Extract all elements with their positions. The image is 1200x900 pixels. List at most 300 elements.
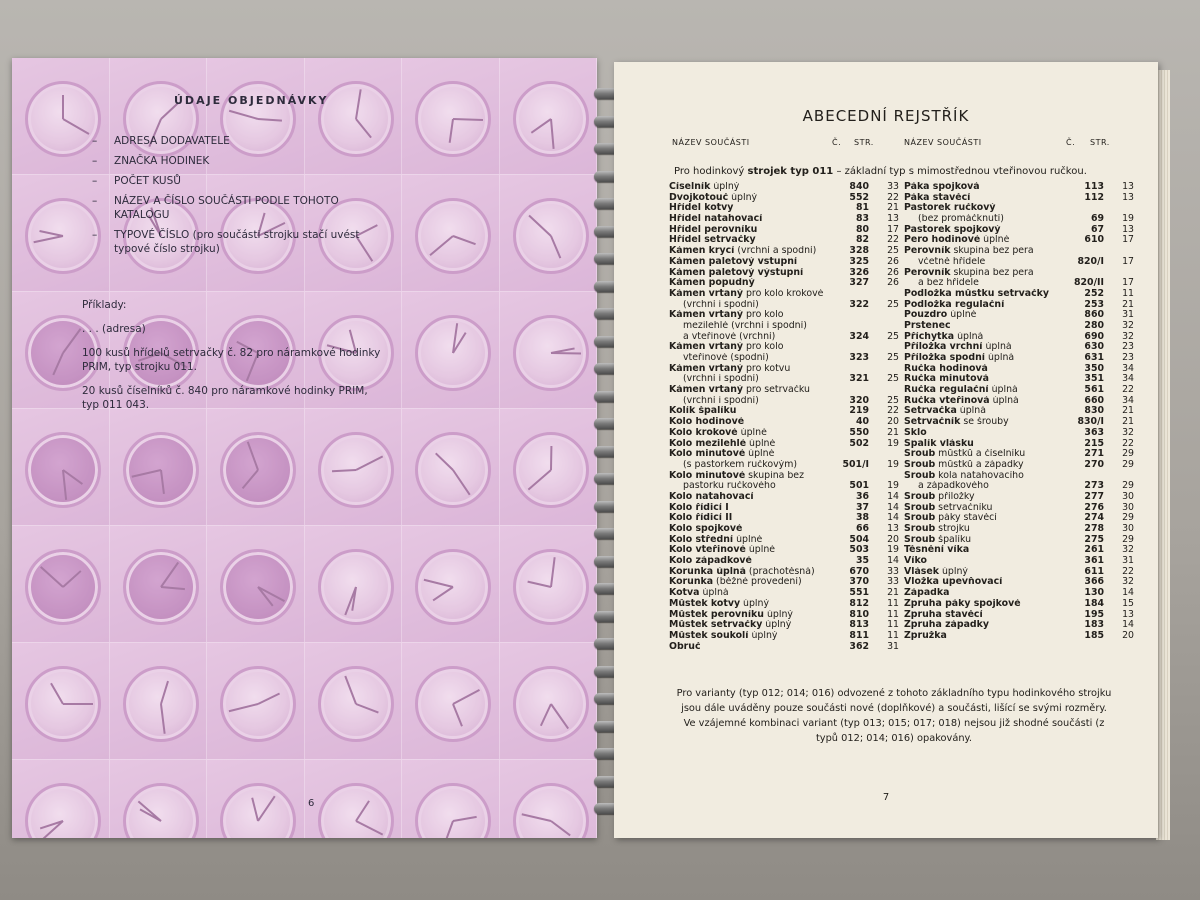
index-entry-part-number: 830/I <box>1077 416 1104 428</box>
index-entry-name <box>669 289 829 300</box>
index-entry-part-number: 326 <box>849 266 869 278</box>
page-number-right: 7 <box>882 792 890 803</box>
index-entry-name <box>904 545 1064 556</box>
index-entry-name <box>904 417 1064 428</box>
index-entry-name-bold: Víko <box>904 556 927 567</box>
index-entry-name <box>904 439 1064 450</box>
index-entry-name <box>904 631 1064 642</box>
page-stack-edge <box>1156 70 1170 840</box>
index-entry-part-number: 83 <box>855 213 869 225</box>
index-entry-name-bold: Pastorek spojkový <box>904 224 1001 235</box>
index-entry-name-bold: Kolo řídicí I <box>669 502 729 513</box>
index-entry-page: 29 <box>1122 480 1134 492</box>
index-entry-name-bold: Podložka můstku setrvačky <box>904 288 1050 299</box>
index-entry <box>904 235 1134 246</box>
index-entry-name <box>904 300 1064 311</box>
index-entry-name-bold: Západka <box>904 588 950 599</box>
index-entry <box>669 310 899 321</box>
index-entry-page: 34 <box>1122 373 1134 385</box>
index-entry-page: 14 <box>887 501 899 513</box>
index-entry-name-plain: úplný <box>762 620 792 631</box>
index-entry-name <box>669 225 829 236</box>
index-entry <box>904 599 1134 610</box>
index-entry-page: 13 <box>887 523 899 534</box>
order-item <box>92 174 392 188</box>
index-entry-page: 20 <box>1122 629 1134 641</box>
index-entry-page: 14 <box>887 555 899 567</box>
index-entry-name-bold: Zpruha stavěcí <box>904 609 983 620</box>
index-entry-part-number: 631 <box>1084 352 1104 363</box>
index-entry-name <box>669 246 829 257</box>
index-entry-name-plain: se šrouby <box>960 417 1009 428</box>
index-entry-name-bold: Ručka regulační <box>904 385 989 396</box>
index-entry-name-plain: úplný <box>938 566 968 577</box>
index-entry-part-number: 501/I <box>842 458 869 470</box>
index-entry-name <box>904 406 1064 417</box>
index-entry <box>669 278 899 289</box>
intro-prefix: Pro hodinkový <box>674 166 745 177</box>
index-entry-name <box>669 577 829 588</box>
index-entry-name-plain: úplná <box>956 406 986 417</box>
index-entry <box>904 289 1134 300</box>
index-entry-page: 17 <box>887 223 899 235</box>
index-entry-name-plain: včetně hřídele <box>918 256 986 267</box>
index-entry-name-plain: úplné <box>746 438 776 449</box>
index-entry-page: 13 <box>1122 181 1134 192</box>
index-entry-name <box>669 353 829 364</box>
index-entry-name-plain: (vrchní i spodní) <box>683 374 759 385</box>
index-entry-page: 14 <box>887 512 899 524</box>
index-entry-part-number: 69 <box>1090 213 1104 225</box>
index-entry-name-bold: Kolo řídicí II <box>669 513 733 524</box>
index-entry-page: 20 <box>887 533 899 545</box>
index-entry-name-bold: Páka spojková <box>904 182 980 192</box>
index-entry-name <box>904 503 1064 514</box>
index-entry-name-plain: a bez hřídele <box>918 278 979 289</box>
index-entry-page: 26 <box>887 255 899 267</box>
index-entry-name-bold: Ručka hodinová <box>904 363 988 374</box>
index-entry-name <box>669 610 829 621</box>
index-entry-part-number: 502 <box>849 437 869 449</box>
index-entry-name <box>904 374 1064 385</box>
index-entry-part-number: 183 <box>1084 619 1104 631</box>
index-entry-page: 25 <box>887 394 899 406</box>
index-entry-name <box>669 492 829 503</box>
index-entry-page: 13 <box>1122 608 1134 620</box>
index-entry-name-plain: příložky <box>935 491 975 502</box>
index-entry-name-plain: úplné <box>980 235 1010 246</box>
order-item <box>92 154 392 168</box>
index-entry-name-bold: Kámen vrtaný <box>669 310 743 321</box>
index-entry-name-bold: Můstek perovníku <box>669 609 764 620</box>
index-entry <box>904 193 1134 204</box>
index-entry-name <box>904 513 1064 524</box>
index-entry-page: 25 <box>887 298 899 310</box>
index-entry-name-plain: mezilehlé (vrchní i spodní) <box>683 320 807 331</box>
index-entry-name <box>904 257 1064 268</box>
index-entry-name-bold: Kolo minutové <box>669 449 746 460</box>
index-entry-page: 32 <box>1122 330 1134 342</box>
index-entry-name <box>904 182 1064 193</box>
index-entry-part-number: 610 <box>1084 234 1104 246</box>
index-column-left <box>669 182 899 652</box>
index-entry-part-number: 362 <box>849 640 869 652</box>
examples-block <box>82 298 382 422</box>
index-entry-name-plain: vteřinové (spodní) <box>683 353 769 363</box>
index-entry-part-number: 503 <box>849 544 869 556</box>
index-entry-name-plain: (bez promáčknutí) <box>918 214 1004 225</box>
index-entry-name-plain: strojku <box>935 524 970 534</box>
index-entry-page: 21 <box>887 587 899 599</box>
index-entry-page: 30 <box>1122 501 1134 513</box>
index-entry-name-plain: pro kolo <box>742 310 784 321</box>
index-entry <box>904 631 1134 642</box>
index-entry-page: 22 <box>887 191 899 203</box>
index-entry-page: 13 <box>1122 191 1134 203</box>
index-entry-part-number: 810 <box>849 608 869 620</box>
index-entry-name-bold: Obruč <box>669 641 701 652</box>
index-entry-name <box>669 535 829 546</box>
index-entry-part-number: 363 <box>1084 426 1104 438</box>
index-entry-page: 32 <box>1122 576 1134 588</box>
index-entry-name <box>904 567 1064 578</box>
index-entry-part-number: 327 <box>849 277 869 289</box>
index-entry-name <box>669 471 829 482</box>
index-entry-name-bold: Páka stavěcí <box>904 192 971 203</box>
index-entry-part-number: 813 <box>849 619 869 631</box>
index-entry-name-bold: Kolo střední <box>669 534 734 545</box>
index-entry-name-bold: Kolo západkové <box>669 556 752 567</box>
index-entry-name <box>669 524 829 535</box>
index-entry <box>669 353 899 364</box>
index-entry-name-plain: setrvačníku <box>935 502 993 513</box>
index-entry-part-number: 273 <box>1084 480 1104 492</box>
index-entry-name-bold: Kámen vrtaný <box>669 363 743 374</box>
index-entry-name <box>669 460 829 471</box>
page-number-left: 6 <box>308 798 315 809</box>
index-entry-name-plain: úplná <box>989 395 1019 406</box>
index-entry-name-bold: Šroub <box>904 449 936 460</box>
index-entry-page: 25 <box>887 245 899 257</box>
index-entry-page: 32 <box>1122 319 1134 331</box>
index-entry-name-bold: Šroub <box>904 491 936 502</box>
index-entry-name <box>904 225 1064 236</box>
index-entry-name-bold: Zpružka <box>904 630 947 641</box>
header-c-right: Č. <box>1066 138 1076 147</box>
index-entry-name <box>669 481 829 492</box>
index-entry-part-number: 130 <box>1084 587 1104 599</box>
header-name-right: NÁZEV SOUČÁSTI <box>904 138 982 147</box>
index-entry-name-bold: Špalík vlásku <box>904 438 974 449</box>
index-entry-name <box>669 503 829 514</box>
index-intro <box>674 166 1087 177</box>
index-entry-name <box>669 556 829 567</box>
index-entry-name <box>669 310 829 321</box>
index-entry-part-number: 361 <box>1084 555 1104 567</box>
index-entry-name-plain: úplná <box>954 331 984 342</box>
index-entry-name <box>669 342 829 353</box>
index-entry <box>669 460 899 471</box>
example-order-1: 100 kusů hřídelů setrvačky č. 82 pro náramkové hodinky PRIM, typ strojku 011. <box>82 347 381 373</box>
order-item-text: ADRESA DODAVATELE <box>114 135 230 147</box>
index-entry-page: 29 <box>1122 458 1134 470</box>
index-entry-name-bold: Perovník <box>904 267 951 278</box>
index-entry-part-number: 811 <box>849 629 869 641</box>
index-entry-name-bold: Kolo minutové <box>669 470 746 481</box>
index-entry-name <box>669 364 829 375</box>
index-entry-page: 26 <box>887 277 899 289</box>
index-entry-name <box>904 214 1064 225</box>
index-entry-page <box>869 310 899 321</box>
example-address: . . . (adresa) <box>82 323 146 335</box>
index-entry-name <box>904 246 1064 257</box>
order-item-dash: – <box>92 195 98 207</box>
index-entry-page: 22 <box>1122 384 1134 396</box>
index-entry-page: 22 <box>1122 437 1134 449</box>
index-entry-page: 23 <box>1122 352 1134 363</box>
index-entry-name <box>669 278 829 289</box>
index-entry-name-bold: Korunka <box>669 577 714 588</box>
index-entry-name-bold: Číselník <box>669 182 711 192</box>
index-entry-page: 31 <box>1122 555 1134 567</box>
index-entry-part-number: 215 <box>1084 437 1104 449</box>
index-entry-part-number: 195 <box>1084 608 1104 620</box>
header-name-left: NÁZEV SOUČÁSTI <box>672 138 750 147</box>
index-entry-part-number: 252 <box>1084 287 1104 299</box>
index-entry-page: 25 <box>887 373 899 385</box>
index-entry-page: 19 <box>887 458 899 470</box>
index-entry-name-bold: Podložka regulační <box>904 299 1005 310</box>
index-entry-page: 21 <box>1122 298 1134 310</box>
order-item-text: TYPOVÉ ČÍSLO (pro součásti strojku stačí uvést typové číslo strojku) <box>114 229 360 255</box>
index-entry-name <box>904 460 1064 471</box>
index-entry-page: 19 <box>1122 213 1134 225</box>
index-entry-name-bold: Korunka úplná <box>669 566 746 577</box>
index-entry-name-bold: Šroub <box>904 502 936 513</box>
index-entry-page: 14 <box>1122 587 1134 599</box>
index-entry-part-number: 271 <box>1084 448 1104 460</box>
index-entry-name <box>904 556 1064 567</box>
index-entry-part-number: 611 <box>1084 565 1104 577</box>
variants-note: Pro varianty (typ 012; 014; 016) odvozené z tohoto základního typu hodinkového strojku jsou dále uváděny pouze součásti nové (doplňkové) a součásti, lišící se svými rozměry. Ve vzájemné kombinaci variant (typ 013; 015; 017; 018) nejsou již shodné součásti (z typů 012; 014; 016) opakovány. <box>676 688 1112 744</box>
index-entry-name <box>669 203 829 214</box>
index-entry-part-number: 501 <box>849 480 869 492</box>
index-entry-name-bold: Zpruha západky <box>904 620 989 631</box>
index-entry-name-bold: Hřídel natahovací <box>669 214 763 225</box>
index-entry-name-bold: Dvojkotouč <box>669 192 729 203</box>
order-item-text: NÁZEV A ČÍSLO SOUČÁSTI PODLE TOHOTO KATALOGU <box>114 195 339 221</box>
index-entry-page: 14 <box>1122 619 1134 631</box>
index-entry-name <box>904 342 1064 353</box>
index-entry-page: 20 <box>887 416 899 428</box>
index-entry-name-plain: skupina bez <box>745 470 804 481</box>
index-entry-name-plain: pro setrvačku <box>742 385 810 396</box>
index-entry-page: 30 <box>1122 523 1134 534</box>
index-entry-name <box>669 235 829 246</box>
index-entry <box>669 428 899 439</box>
header-c-left: Č. <box>832 138 842 147</box>
order-items-list <box>92 134 392 262</box>
index-entry-page: 33 <box>887 576 899 588</box>
index-entry-name-plain: úplná <box>982 342 1012 353</box>
index-entry <box>669 374 899 385</box>
index-entry-page: 19 <box>887 480 899 492</box>
index-entry-name <box>669 268 829 279</box>
order-item <box>92 194 392 222</box>
index-entry-name <box>669 545 829 556</box>
index-entry-part-number: 253 <box>1084 298 1104 310</box>
index-entry-name <box>904 268 1064 279</box>
index-entry-name-plain: úplné <box>947 310 977 321</box>
index-entry-name-bold: Setrvačka <box>904 406 957 417</box>
order-item-text: ZNAČKA HODINEK <box>114 155 210 167</box>
right-page <box>614 62 1158 838</box>
index-entry-name-bold: Pouzdro <box>904 310 948 321</box>
index-entry-part-number: 660 <box>1084 394 1104 406</box>
index-entry-part-number: 80 <box>855 223 869 235</box>
index-entry-part-number: 275 <box>1084 533 1104 545</box>
index-entry-part-number: 270 <box>1084 458 1104 470</box>
index-entry-part-number: 261 <box>1084 544 1104 556</box>
index-entry <box>904 428 1134 439</box>
index-entry-name <box>669 620 829 631</box>
index-entry-page: 17 <box>1122 255 1134 267</box>
index-entry-name <box>669 257 829 268</box>
index-entry-name <box>669 332 829 343</box>
index-entry-name <box>904 278 1064 289</box>
index-entry-name-plain: můstků a číselníku <box>935 449 1026 460</box>
index-entry-page: 26 <box>887 266 899 278</box>
index-entry-page: 19 <box>887 437 899 449</box>
index-entry-name-plain: pastorku ručkového <box>683 481 776 492</box>
index-entry-name <box>904 321 1064 332</box>
index-entry-name-bold: Sklo <box>904 427 927 438</box>
example-order-2: 20 kusů číselníků č. 840 pro náramkové hodinky PRIM, typ 011 043. <box>82 385 368 411</box>
index-entry <box>904 257 1134 268</box>
index-entry-page: 32 <box>1122 544 1134 556</box>
index-entry <box>669 631 899 642</box>
index-entry-part-number: 552 <box>849 191 869 203</box>
index-entry-page: 25 <box>887 352 899 363</box>
index-entry-name <box>904 310 1064 321</box>
index-entry-name <box>669 374 829 385</box>
index-entry-name <box>904 353 1064 364</box>
index-entry-name-bold: Kámen paletový vstupní <box>669 256 798 267</box>
index-entry-name-plain: (vrchní i spodní) <box>683 299 759 310</box>
index-entry-part-number: 370 <box>849 576 869 588</box>
index-entry-part-number: 274 <box>1084 512 1104 524</box>
index-entry-name <box>669 214 829 225</box>
index-entry-name <box>904 577 1064 588</box>
index-entry-name <box>669 182 829 193</box>
index-entry-part-number: 323 <box>849 352 869 363</box>
index-entry-page: 33 <box>887 565 899 577</box>
index-entry-name-bold: Těsnění víka <box>904 545 970 556</box>
index-entry-page: 33 <box>887 181 899 192</box>
order-item-dash: – <box>92 155 98 167</box>
index-entry-name-bold: Kolo mezilehlé <box>669 438 747 449</box>
index-entry-part-number: 112 <box>1084 191 1104 203</box>
index-entry-page <box>869 289 899 300</box>
index-entry-name-plain: pro kotvu <box>742 363 791 374</box>
index-entry-name-plain: úplné <box>733 534 763 545</box>
order-item <box>92 228 392 256</box>
header-str-left: STR. <box>854 138 874 147</box>
index-entry-name <box>904 492 1064 503</box>
index-entry-name-plain: úplný <box>710 182 740 192</box>
index-entry-name-bold: Příložka spodní <box>904 353 985 363</box>
index-entry-part-number: 113 <box>1084 181 1104 192</box>
index-entry-name-bold: Příchytka <box>904 331 955 342</box>
index-entry-name-bold: Hřídel perovníku <box>669 224 758 235</box>
index-entry-name-bold: Šroub <box>904 534 936 545</box>
order-item-dash: – <box>92 229 98 241</box>
intro-suffix: – základní typ s mimostřednou vteřinovou ručkou. <box>836 166 1087 177</box>
index-entry-name <box>669 385 829 396</box>
index-entry-name <box>669 193 829 204</box>
index-entry-page: 21 <box>1122 405 1134 417</box>
index-entry-name-bold: Šroub <box>904 470 936 481</box>
index-entry-page: 31 <box>1122 309 1134 321</box>
index-entry-name-plain: špalíku <box>935 534 972 545</box>
index-entry-name <box>669 631 829 642</box>
index-entry-name <box>669 449 829 460</box>
index-entry-name-plain: pro kolo krokové <box>742 288 824 299</box>
index-entry-page: 31 <box>887 640 899 652</box>
index-entry-name-bold: Šroub <box>904 524 936 534</box>
index-entry-name-plain: (vrchní a spodní) <box>734 246 817 257</box>
index-entry-page: 22 <box>887 405 899 417</box>
index-entry-part-number: 366 <box>1084 576 1104 588</box>
index-entry-page: 34 <box>1122 394 1134 406</box>
intro-bold: strojek typ 011 <box>747 166 834 177</box>
index-entry-part-number: 219 <box>849 405 869 417</box>
index-entry-part-number: 350 <box>1084 362 1104 374</box>
index-entry-page: 22 <box>887 234 899 246</box>
index-entry-page: 30 <box>1122 490 1134 502</box>
index-entry-page: 13 <box>887 213 899 225</box>
index-entry <box>904 460 1134 471</box>
index-entry-name-plain: úplné <box>745 449 775 460</box>
index-entry-name-plain: úplná <box>988 385 1018 396</box>
index-entry-part-number: 36 <box>855 490 869 502</box>
index-entry-part-number: 40 <box>855 416 869 428</box>
index-entry-name <box>904 471 1064 482</box>
index-entry-name-plain: úplná <box>699 588 729 599</box>
index-entry-name-bold: Kámen vrtaný <box>669 385 743 396</box>
index-entry <box>669 289 899 300</box>
index-entry-name-bold: Perovník <box>904 246 951 257</box>
index-entry-name-bold: Příložka vrchní <box>904 342 983 353</box>
index-entry-name-bold: Vložka upevňovací <box>904 577 1003 588</box>
index-entry <box>669 257 899 268</box>
index-entry-page: 23 <box>1122 341 1134 353</box>
index-entry-name <box>904 289 1064 300</box>
index-entry-name-plain: skupina bez pera <box>950 246 1034 257</box>
index-entry <box>669 332 899 343</box>
index-entry-name <box>669 321 829 332</box>
index-entry <box>669 439 899 450</box>
index-entry-name <box>904 428 1064 439</box>
index-entry-name-plain: úplné <box>745 545 776 556</box>
index-entry-name <box>904 203 1064 214</box>
index-entry-name <box>669 567 829 578</box>
index-entry-name-plain: skupina bez pera <box>950 267 1034 278</box>
index-entry-page: 11 <box>887 608 899 620</box>
index-entry-part-number: 328 <box>849 245 869 257</box>
index-entry-part-number <box>829 310 869 321</box>
index-entry-page: 22 <box>1122 565 1134 577</box>
